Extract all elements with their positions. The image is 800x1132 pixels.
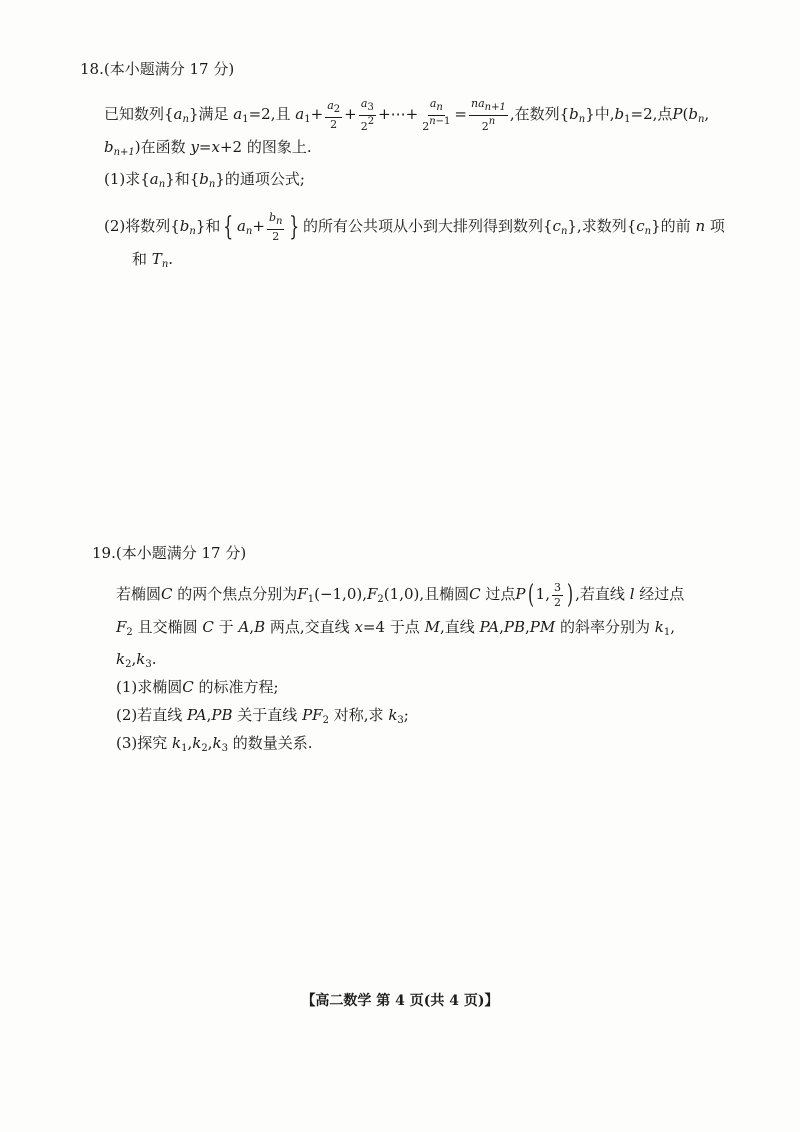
- q18-stem-line2: $b_{n+1}$)在函数 y=x+2 的图象上.: [104, 138, 312, 158]
- q18-stem-line1: 已知数列$\{a_n\}$满足 $a_1=2$,且 $a_1+$ $\frac{a2}{2}$ + $\frac{a3}{22}$ +⋯+ $\frac{an}{2n-1}$ = $\frac{\text{nan+1}}{2n}$ ,在数列$\{b_n\}$中$,b_1=2$,点$P(b_n$,: [104, 97, 710, 133]
- fraction: $\frac{an}{2n-1}$: [422, 97, 451, 133]
- text: 于: [218, 618, 234, 636]
- text: ,直线: [439, 618, 475, 636]
- text: 项: [709, 217, 725, 236]
- q19-stem-line3: $k_2,k_3$.: [116, 650, 157, 670]
- text: 和: [132, 250, 148, 268]
- fraction: $\frac{a3}{22}$: [360, 97, 375, 133]
- q19-part1: (1)求椭圆C 的标准方程;: [116, 678, 279, 696]
- text: 的标准方程;: [198, 678, 279, 696]
- text: 的数量关系.: [232, 734, 313, 752]
- text: 的斜率分别为: [560, 618, 651, 636]
- q19-stem-line2: $F_2$ 且交椭圆 C 于 A,B 两点,交直线 x=4 于点 M,直线 PA,PB,PM 的斜率分别为 $k_1$,: [116, 618, 676, 638]
- text: 两点,交直线: [269, 618, 350, 636]
- fraction: $\frac{a2}{2}$: [327, 99, 341, 131]
- text: .: [151, 650, 157, 668]
- text: (1)求椭圆: [116, 678, 183, 696]
- text: },求数列{: [567, 217, 637, 236]
- text: (1,0),且椭圆: [383, 585, 470, 604]
- text: 对称,求: [333, 706, 384, 724]
- text: }和: [195, 217, 221, 236]
- q18-header-text: 18.(本小题满分 17 分): [80, 60, 235, 78]
- text: 于点: [389, 618, 420, 636]
- text: )在函数: [134, 138, 186, 156]
- text: 关于直线: [237, 706, 298, 724]
- text: 的两个焦点分别为: [177, 585, 298, 604]
- text: (2)将数列{: [104, 217, 180, 236]
- text: }满足: [188, 105, 229, 124]
- text: ,在数列{: [509, 105, 570, 124]
- text: 过点: [485, 585, 516, 604]
- text: 的所有公共项从小到大排列得到数列{: [302, 217, 553, 236]
- q18-header: [80, 62, 234, 77]
- text: (: [682, 105, 689, 124]
- text: 若椭圆: [116, 585, 162, 604]
- fraction: $\frac{\text{nan+1}}{2n}$: [471, 97, 506, 133]
- text: (1)求{: [104, 170, 150, 188]
- q19-header: [92, 546, 246, 561]
- fraction: $\frac{3}{2}$: [553, 581, 561, 609]
- text: }和{: [165, 170, 200, 188]
- q19-header-text: 19.(本小题满分 17 分): [92, 544, 247, 562]
- text: ,若直线: [575, 585, 625, 604]
- text: }的前: [651, 217, 691, 236]
- q19-part2: (2)若直线 PA,PB 关于直线 $PF_2$ 对称,求 $k_3$;: [116, 706, 409, 726]
- text: 的图象上.: [246, 138, 312, 156]
- text: 经过点: [639, 585, 685, 604]
- text: }的通项公式;: [215, 170, 305, 188]
- text: =2,且: [248, 105, 291, 124]
- text: 已知数列{: [104, 105, 174, 124]
- text: (2)若直线: [116, 706, 183, 724]
- text: =2,点: [630, 105, 673, 124]
- q18-part2-line2: 和 $T_n$.: [132, 250, 174, 270]
- text: 且交椭圆: [137, 618, 198, 636]
- q19-stem-line1: 若椭圆C 的两个焦点分别为$F_1(-1,0),F_2(1,0)$,且椭圆C 过点P( 1, $\frac{3}{2}$ ) ,若直线 l 经过点: [116, 580, 685, 611]
- text: (3)探究: [116, 734, 168, 752]
- q18-part1: (1)求$\{a_n\}$和$\{b_n\}$的通项公式;: [104, 170, 305, 190]
- text: }中,: [585, 105, 615, 124]
- q18-part2: (2)将数列$\{b_n\}$和 { $a_n+$ $\frac{bn}{2}$ } 的所有公共项从小到大排列得到数列$\{c_n\}$,求数列$\{c_n\}$的前 n 项: [104, 211, 725, 243]
- fraction: $\frac{bn}{2}$: [268, 211, 283, 243]
- text: (−1,0),: [314, 585, 367, 604]
- footer-text: 【高二数学 第 4 页(共 4 页)】: [301, 993, 499, 1009]
- page-footer: [0, 990, 800, 1010]
- text: ;: [403, 706, 409, 724]
- q19-part3: (3)探究 $k_1,k_2,k_3$ 的数量关系.: [116, 734, 313, 754]
